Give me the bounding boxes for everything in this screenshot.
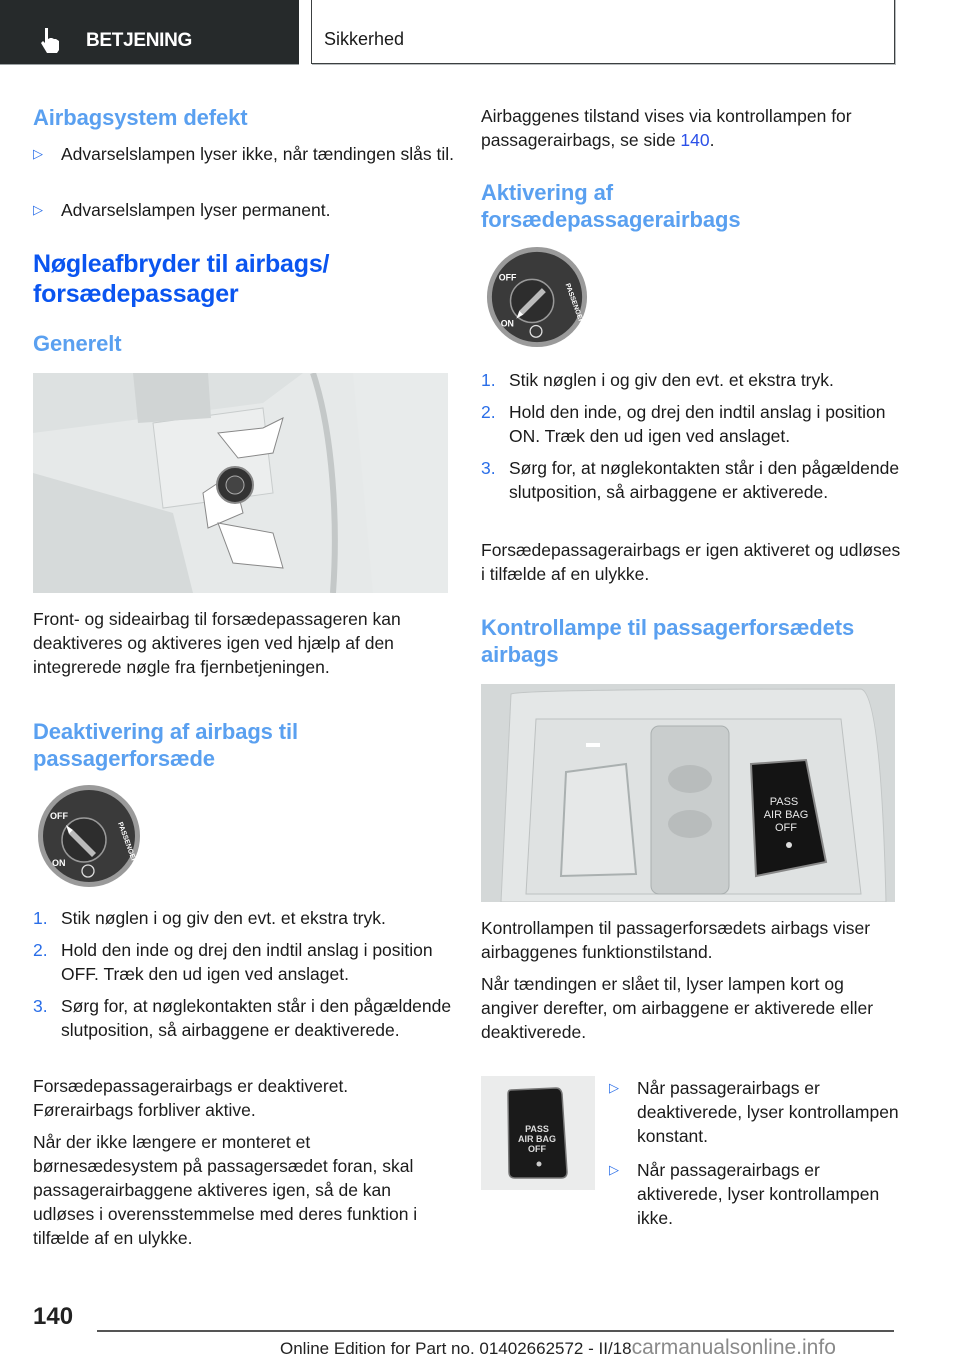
svg-text:PASSENGER: PASSENGER: [116, 821, 138, 865]
dashboard-key-switch-illustration: [33, 373, 448, 593]
section-label: Sikkerhed: [324, 29, 405, 49]
watermark: carmanualsonline.info: [631, 1336, 836, 1359]
airbag-key-switch-on-figure: [485, 245, 589, 349]
step-item: 1. Stik nøglen i og giv den evt. et ekstra tryk.: [33, 908, 386, 928]
page-number: 140: [33, 1303, 74, 1330]
svg-text:OFF: OFF: [528, 1144, 546, 1154]
child-seat-note: Når der ikke længere er monteret et børnesædesystem på passagersædet foran, skal passagerairbaggene aktiveres igen, så de kan udløses i overensstemmelse med deres funktion i tilfælde af en ulykke.: [33, 1132, 418, 1248]
chapter-label: BETJENING: [86, 30, 193, 51]
overhead-console-indicator-figure: [481, 684, 895, 902]
chapter-tab: [0, 0, 299, 65]
list-item: ▷ Advarselslampen lyser ikke, når tændingen slås til.: [33, 144, 454, 164]
triangle-bullet-icon: ▷: [33, 202, 43, 217]
step-item: 1. Stik nøglen i og giv den evt. et ekstra tryk.: [481, 370, 834, 390]
svg-text:PASS: PASS: [525, 1124, 549, 1134]
list-item: ▷ Når passagerairbags er aktiverede, lyser kontrollampen ikke.: [609, 1160, 880, 1228]
section-tab: [311, 0, 895, 64]
svg-text:AIR BAG: AIR BAG: [518, 1134, 556, 1144]
general-description: Front- og sideairbag til forsædepassageren kan deaktiveres og aktiveres igen ved hjælp af den integrerede nøgle fra fjernbetjeningen.: [33, 609, 401, 677]
heading-deactivation: Deaktivering af airbags til passagerforsæde: [33, 719, 299, 771]
list-item: ▷ Når passagerairbags er deaktiverede, lyser kontrollampen konstant.: [609, 1078, 899, 1146]
page-link[interactable]: 140: [680, 130, 710, 150]
svg-text:ON: ON: [500, 318, 514, 329]
pass-airbag-off-lamp-figure: [481, 1076, 595, 1190]
step-item: 3. Sørg for, at nøglekontakten står i den pågældende slutposition, så airbaggene er aktiverede.: [481, 458, 900, 502]
heading-key-switch: Nøgleafbryder til airbags/ forsædepassager: [33, 250, 330, 308]
ignition-note: Når tændingen er slået til, lyser lampen kort og angiver derefter, om airbaggene er aktiverede eller deaktiverede.: [481, 974, 874, 1042]
svg-text:ON: ON: [52, 858, 66, 868]
triangle-bullet-icon: ▷: [33, 146, 43, 161]
svg-text:OFF: OFF: [775, 822, 797, 834]
indicator-description: Kontrollampen til passagerforsædets airbags viser airbaggenes funktionstilstand.: [481, 918, 871, 962]
svg-text:PASS: PASS: [769, 796, 799, 808]
hand-pointer-icon: [40, 27, 62, 53]
step-item: 3. Sørg for, at nøglekontakten står i den pågældende slutposition, så airbaggene er deaktiverede.: [33, 996, 452, 1040]
triangle-bullet-icon: ▷: [609, 1162, 619, 1177]
activation-note: Forsædepassagerairbags er igen aktiveret og udløses i tilfælde af en ulykke.: [481, 540, 901, 584]
svg-text:OFF: OFF: [498, 272, 517, 283]
list-item: ▷ Advarselslampen lyser permanent.: [33, 200, 331, 220]
heading-activation: Aktivering af forsædepassagerairbags: [481, 180, 741, 232]
svg-text:OFF: OFF: [50, 811, 68, 821]
deactivation-note: Forsædepassagerairbags er deaktiveret. Førerairbags forbliver aktive.: [33, 1076, 349, 1120]
svg-text:AIR BAG: AIR BAG: [763, 809, 809, 821]
step-item: 2. Hold den inde, og drej den indtil anslag i position ON. Træk den ud igen ved anslaget.: [481, 402, 886, 446]
airbag-key-switch-off-figure: [36, 783, 142, 889]
footer-divider: [97, 1330, 894, 1332]
footer-edition: Online Edition for Part no. 01402662572 - II/18carmanualsonline.info: [280, 1336, 836, 1359]
step-item: 2. Hold den inde og drej den indtil anslag i position OFF. Træk den ud igen ved anslaget.: [33, 940, 433, 984]
svg-text:PASSENGER: PASSENGER: [563, 282, 585, 325]
heading-airbag-defect: Airbagsystem defekt: [33, 105, 248, 130]
intro-text: Airbaggenes tilstand vises via kontrollampen for passagerairbags, se side 140.: [481, 106, 852, 150]
heading-general: Generelt: [33, 331, 122, 356]
triangle-bullet-icon: ▷: [609, 1080, 619, 1095]
heading-indicator: Kontrollampe til passagerforsædets airbags: [481, 615, 855, 667]
